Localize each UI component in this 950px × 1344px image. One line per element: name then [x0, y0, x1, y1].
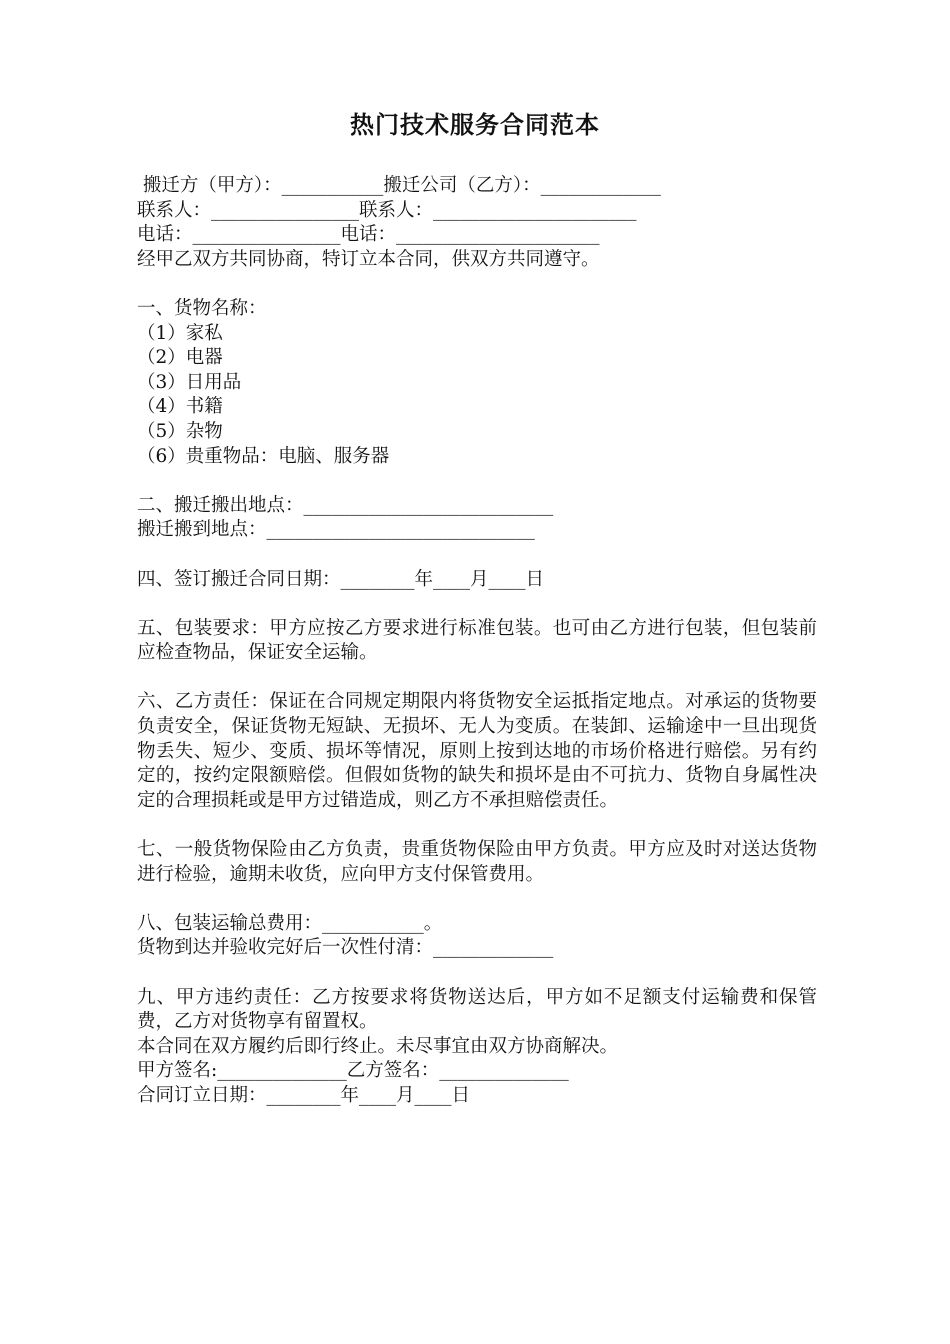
party-b-responsibility: 六、乙方责任：保证在合同规定期限内将货物安全运抵指定地点。对承运的货物要负责安全，保证货物无短缺、无损坏、无人为变质。在装卸、运输途中一旦出现货物丢失、短少、变质、损坏等情况，原则上按到达地的市场价格进行赔偿。另有约定的，按约定限额赔偿。但假如货物的缺失和损坏是由不可抗力、货物自身属性决定的合理损耗或是甲方过错造成，则乙方不承担赔偿责任。 — [137, 691, 817, 811]
party-names-line: 搬迁方（甲方）：___________搬迁公司（乙方）：_____________ — [137, 175, 661, 196]
goods-item: （4）书籍 — [137, 396, 223, 418]
spacer — [137, 272, 817, 297]
contact-person-line: 联系人：________________联系人：______________________ — [137, 199, 637, 221]
goods-item: （2）电器 — [137, 347, 223, 369]
goods-item: （1）家私 — [137, 322, 223, 344]
agreement-intro: 经甲乙双方共同协商，特订立本合同，供双方共同遵守。 — [137, 248, 600, 270]
contract-date-line: 四、签订搬迁合同日期：________年____月____日 — [137, 568, 545, 590]
section-goods-heading: 一、货物名称： — [137, 297, 267, 319]
origin-address-line: 二、搬迁搬出地点：___________________________ — [137, 494, 554, 516]
party-a-breach-clause: 九、甲方违约责任：乙方按要求将货物送达后，甲方如不足额支付运输费和保管费，乙方对货物享有留置权。 — [137, 986, 817, 1033]
signature-line: 甲方签名:______________乙方签名：______________ — [137, 1060, 569, 1082]
document-body — [137, 174, 817, 1109]
spacer — [137, 813, 817, 838]
spacer — [137, 961, 817, 986]
spacer — [137, 666, 817, 691]
phone-line: 电话：________________电话：______________________ — [137, 224, 600, 246]
packing-requirements: 五、包装要求：甲方应按乙方要求进行标准包装。也可由乙方进行包装，但包装前应检查物品，保证安全运输。 — [137, 617, 817, 664]
signing-date-line: 合同订立日期：________年____月____日 — [137, 1084, 471, 1106]
spacer — [137, 543, 817, 568]
total-cost-line: 八、包装运输总费用：___________。 — [137, 912, 443, 934]
document-title: 热门技术服务合同范本 — [350, 111, 600, 139]
spacer — [137, 469, 817, 494]
insurance-clause: 七、一般货物保险由乙方负责，贵重货物保险由甲方负责。甲方应及时对送达货物进行检验，逾期未收货，应向甲方支付保管费用。 — [137, 839, 817, 885]
goods-item: （5）杂物 — [137, 420, 223, 442]
destination-address-line: 搬迁搬到地点：_____________________________ — [137, 519, 535, 541]
goods-item: （3）日用品 — [137, 371, 242, 393]
spacer — [137, 592, 817, 617]
goods-item: （6）贵重物品：电脑、服务器 — [137, 445, 390, 467]
spacer — [137, 887, 817, 912]
payment-line: 货物到达并验收完好后一次性付清：_____________ — [137, 937, 554, 959]
termination-clause: 本合同在双方履约后即行终止。未尽事宜由双方协商解决。 — [137, 1035, 619, 1057]
